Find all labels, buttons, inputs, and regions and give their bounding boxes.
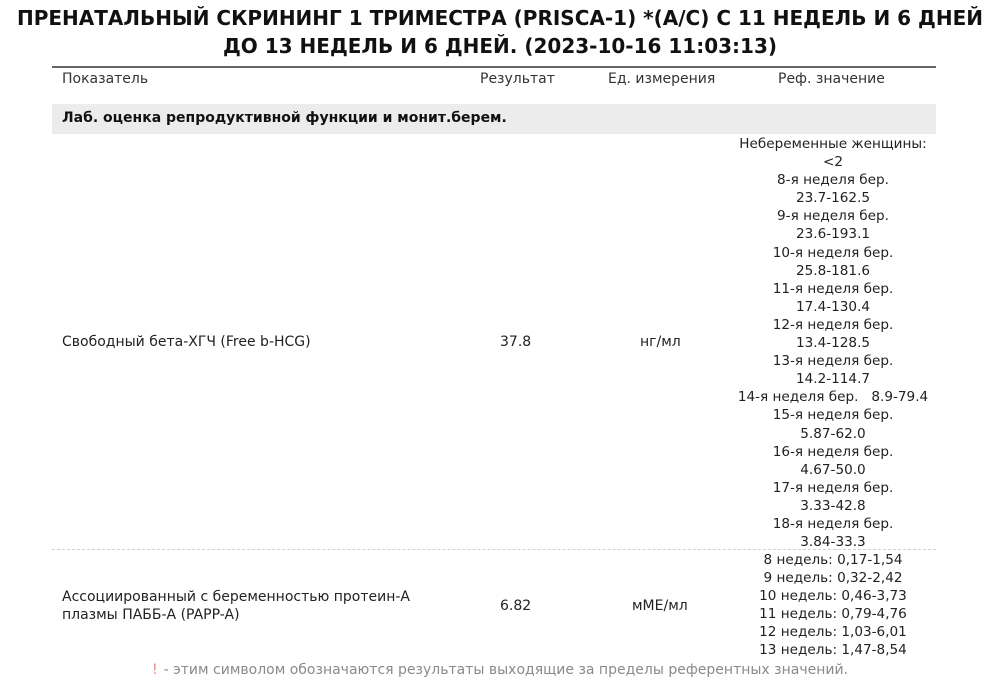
reference-line: 10-я неделя бер.	[772, 244, 894, 261]
reference-line: 11 недель: 0,79-4,76	[759, 606, 907, 623]
column-header-indicator: Показатель	[62, 71, 149, 87]
column-header-unit: Ед. измерения	[608, 71, 716, 87]
row-unit: мМЕ/мл	[632, 598, 688, 614]
row-reference-values	[728, 135, 938, 551]
reference-line: 12-я неделя бер.	[772, 316, 894, 333]
report-title-line2: ДО 13 НЕДЕЛЬ И 6 ДНЕЙ. (2023-10-16 11:03:13)	[222, 34, 778, 58]
reference-line: 9-я неделя бер.	[777, 208, 889, 225]
reference-line: Небеременные женщины:	[739, 136, 927, 152]
reference-line: 14.2-114.7	[795, 371, 871, 388]
reference-line: 8 недель: 0,17-1,54	[763, 552, 903, 568]
reference-line: 10 недель: 0,46-3,73	[759, 588, 907, 605]
reference-line: 3.33-42.8	[800, 497, 866, 514]
reference-line: 9 недель: 0,32-2,42	[763, 570, 903, 587]
row-indicator-name-line1: Ассоциированный с беременностью протеин-А	[62, 589, 410, 605]
row-reference-values	[728, 551, 938, 660]
reference-line: 25.8-181.6	[795, 262, 871, 279]
row-result-value: 6.82	[500, 598, 532, 614]
reference-line: 13-я неделя бер.	[772, 353, 894, 370]
reference-line: 16-я неделя бер.	[772, 443, 894, 460]
column-header-ref: Реф. значение	[778, 71, 885, 87]
reference-line: 23.7-162.5	[795, 190, 871, 207]
reference-line: 12 недель: 1,03-6,01	[759, 624, 907, 641]
reference-line: 11-я неделя бер.	[772, 280, 894, 297]
reference-line: <2	[822, 154, 844, 171]
reference-line: 4.67-50.0	[800, 461, 866, 478]
row-indicator-name: Свободный бета-ХГЧ (Free b-HCG)	[62, 334, 311, 350]
legend-text: - этим символом обозначаются результаты выходящие за пределы референтных значений.	[163, 662, 849, 678]
row-indicator-name-line2: плазмы ПАББ-А (PAPP-A)	[62, 607, 240, 623]
header-divider	[52, 66, 936, 68]
row-result-value: 37.8	[500, 334, 532, 350]
section-header	[52, 104, 936, 134]
reference-line: 3.84-33.3	[800, 534, 866, 551]
reference-line: 14-я неделя бер. 8.9-79.4	[737, 389, 929, 406]
column-header-result: Результат	[480, 71, 555, 87]
report-title	[0, 4, 1000, 60]
reference-line: 8-я неделя бер.	[777, 172, 889, 189]
reference-line: 13 недель: 1,47-8,54	[759, 642, 907, 659]
reference-line: 13.4-128.5	[795, 335, 871, 352]
row-divider	[52, 549, 936, 550]
report-title-line1: ПРЕНАТАЛЬНЫЙ СКРИНИНГ 1 ТРИМЕСТРА (PRISCA-1) *(A/C) С 11 НЕДЕЛЬ И 6 ДНЕЙ	[16, 6, 983, 30]
out-of-range-mark: !	[151, 662, 158, 678]
section-title: Лаб. оценка репродуктивной функции и монит.берем.	[62, 110, 507, 126]
legend-footnote	[0, 662, 1000, 678]
row-unit: нг/мл	[640, 334, 681, 350]
reference-line: 17.4-130.4	[795, 298, 871, 315]
reference-line: 17-я неделя бер.	[772, 479, 894, 496]
reference-line: 5.87-62.0	[800, 425, 866, 442]
reference-line: 23.6-193.1	[795, 226, 871, 243]
reference-line: 18-я неделя бер.	[772, 515, 894, 532]
reference-line: 15-я неделя бер.	[772, 407, 894, 424]
